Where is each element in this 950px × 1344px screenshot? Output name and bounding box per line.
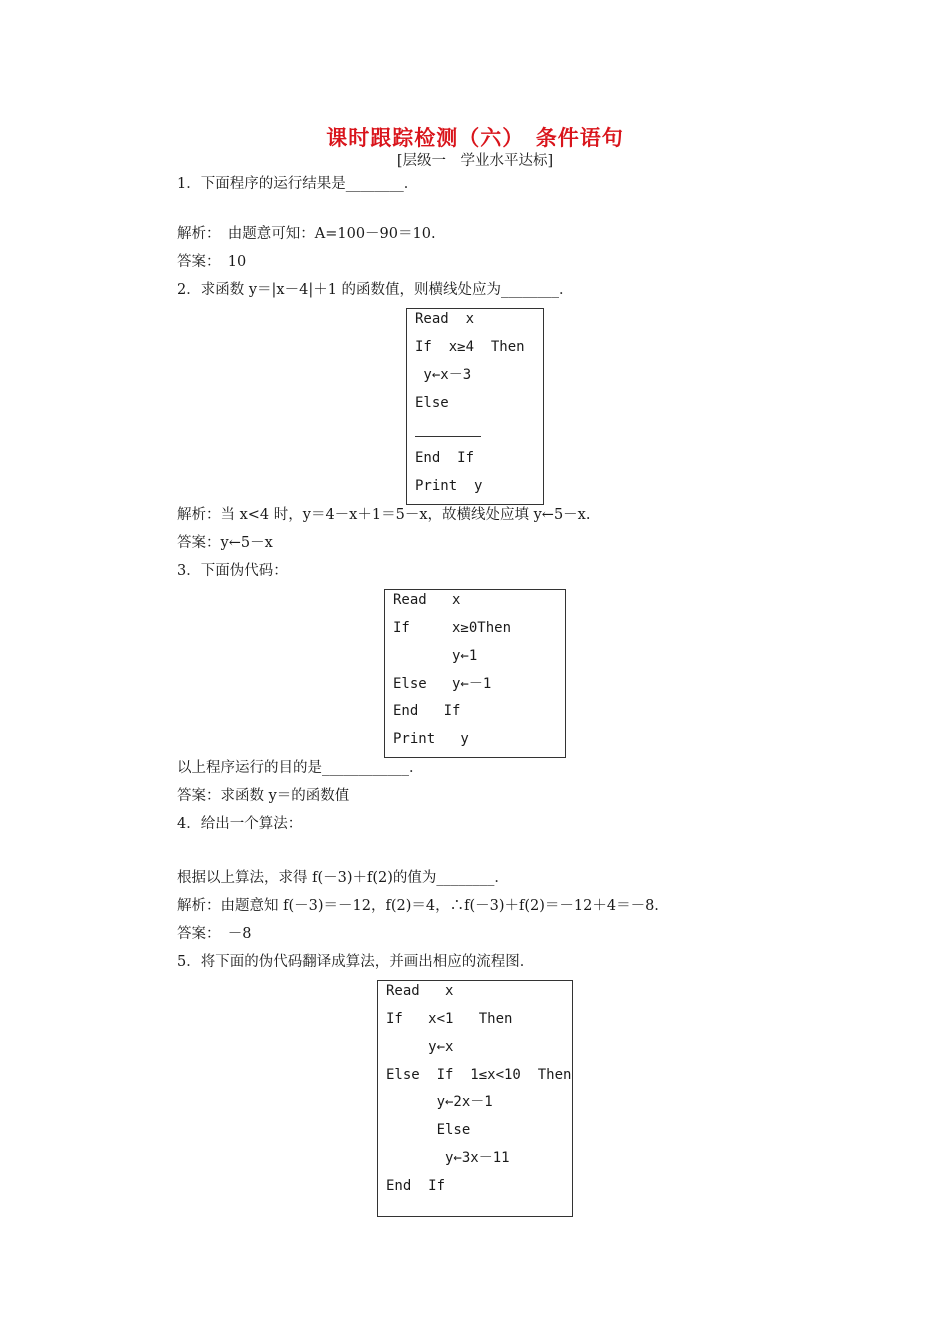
q2-answer: 答案：y←5－x: [177, 535, 273, 551]
q2-code-line: If x≥4 Then: [415, 339, 525, 355]
q3-code-line: If x≥0Then: [393, 620, 512, 636]
q2-analysis: 解析：当 x<4 时，y＝4－x＋1＝5－x，故横线处应填 y←5－x.: [177, 507, 591, 523]
q5-code-box: [377, 980, 573, 1217]
q1-answer: 答案： 10: [177, 254, 247, 270]
q4-analysis: 解析：由题意知 f(－3)＝－12，f(2)＝4，∴f(－3)＋f(2)＝－12＋4＝－8.: [177, 898, 659, 914]
q5-code-line: Else If 1≤x<10 Then: [386, 1067, 572, 1083]
q2-code-box: [406, 308, 544, 505]
page-subtitle: [层级一 学业水平达标]: [396, 153, 554, 169]
q2-question: 2．求函数 y＝|x－4|＋1 的函数值，则横线处应为________．: [177, 282, 574, 298]
q2-code-line: Read x: [415, 311, 475, 327]
q5-code-line: Else: [386, 1122, 471, 1138]
q5-code-line: If x<1 Then: [386, 1011, 513, 1027]
q5-code-line: y←3x－11: [386, 1150, 510, 1166]
q3-code-line: End If: [393, 703, 461, 719]
q2-code-line: Print y: [415, 478, 483, 494]
q5-question: 5．将下面的伪代码翻译成算法，并画出相应的流程图．: [177, 954, 535, 970]
q5-code-line: Read x: [386, 983, 454, 999]
q2-code-line: Else: [415, 395, 449, 411]
q2-code-blank: [415, 435, 481, 437]
q3-code-line: Read x: [393, 592, 461, 608]
q1-analysis: 解析： 由题意可知：A=100－90＝10.: [177, 226, 436, 242]
q5-code-line: y←x: [386, 1039, 454, 1055]
q4-ask: 根据以上算法，求得 f(－3)＋f(2)的值为________．: [177, 870, 509, 886]
q3-code-line: Print y: [393, 731, 469, 747]
q3-code-box: [384, 589, 566, 758]
q3-purpose: 以上程序运行的目的是____________．: [177, 760, 424, 776]
q5-code-line: y←2x－1: [386, 1094, 493, 1110]
q3-code-line: y←1: [393, 648, 478, 664]
q4-answer: 答案： －8: [177, 926, 252, 942]
page-title: 课时跟踪检测（六） 条件语句: [326, 126, 624, 150]
q4-question: 4．给出一个算法：: [177, 816, 303, 832]
q2-code-line: End If: [415, 450, 475, 466]
q3-code-line: Else y←－1: [393, 676, 492, 692]
q1-question: 1．下面程序的运行结果是________．: [177, 176, 419, 192]
q2-code-line: y←x－3: [415, 367, 472, 383]
q5-code-line: End If: [386, 1178, 446, 1194]
q3-question: 3．下面伪代码：: [177, 563, 288, 579]
q3-answer: 答案：求函数 y＝的函数值: [177, 788, 350, 804]
